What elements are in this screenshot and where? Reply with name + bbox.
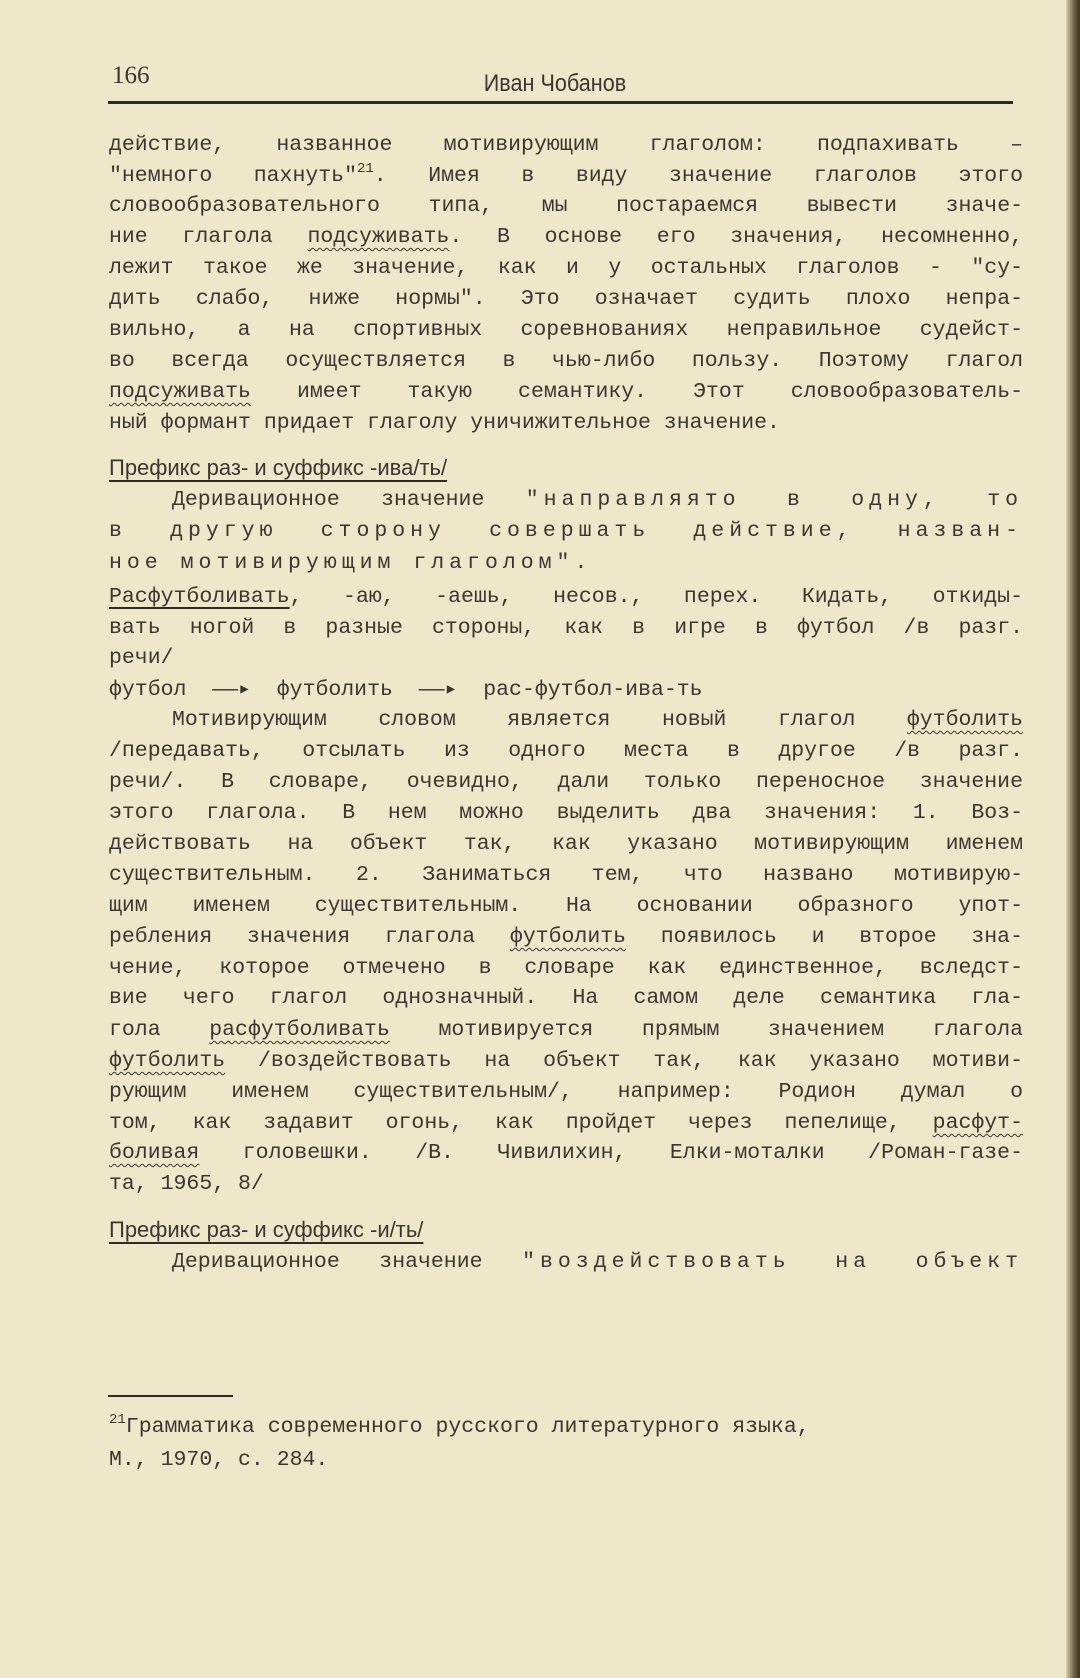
underlined-term: Расфутболивать [109,585,290,609]
text-line: Деривационное значение "воздействовать на объект [172,1250,1023,1274]
section-heading [109,1215,1023,1245]
underlined-term: подсуживать [109,380,251,404]
text-line: вие чего глагол однозначный. На самом деле семантика гла- [109,986,1023,1010]
header-rule [108,101,1013,104]
text-line: речи/. В словаре, очевидно, дали только переносное значение [109,770,1023,794]
underlined-term: Префикс раз- и суффикс -и/ть/ [109,1217,424,1242]
text-line: щим именем существительным. На основании образного упот- [109,894,1023,918]
text-line: этого глагола. В нем можно выделить два значения: 1. Воз- [109,801,1023,825]
text-line: том, как задавит огонь, как пройдет через пепелище, расфут- [109,1111,1023,1135]
text-line: /передавать, отсылать из одного места в другое /в разг. [109,739,1023,763]
footnote-marker: 21 [109,1412,126,1428]
section-heading [109,453,1023,483]
text-line: рующим именем существительным/, например: Родион думал о [109,1080,1023,1104]
underlined-term: Префикс раз- и суффикс -ива/ть/ [109,455,448,480]
text-line: действие, названное мотивирующим глаголом: подпахивать – [109,133,1023,157]
underlined-term: боливая [109,1141,200,1165]
text-line: ребления значения глагола футболить появилось и второе зна- [109,925,1023,949]
footnote-line: $^{21}$Грамматика современного русского литературного языка, [109,1412,810,1439]
text-line: футболить /воздействовать на объект так, как указано мотиви- [109,1049,1023,1073]
text-line: речи/ [109,646,174,670]
text-line: вильно, а на спортивных соревнованиях неправильное судейст- [109,318,1023,342]
text-line: подсуживать имеет такую семантику. Этот словообразователь- [109,380,1023,404]
spaced-text: "воздействовать на объект [522,1250,1023,1274]
text-line: Расфутболивать, -аю, -аешь, несов., перех. Кидать, откиды- [109,585,1023,609]
underlined-term: футболить [906,708,1023,732]
text-line: боливая головешки. /В. Чивилихин, Елки-моталки /Роман-газе- [109,1141,1023,1165]
underlined-term: футболить [109,1049,226,1073]
text-line: чение, которое отмечено в словаре как единственное, вследст- [109,956,1023,980]
text-line [109,548,1023,578]
underlined-term: подсуживать [307,225,450,249]
underlined-term: расфут- [932,1111,1023,1135]
page-number: 166 [112,62,150,89]
text-line: во всегда осуществляется в чью-либо пользу. Поэтому глагол [109,349,1023,373]
footnote-rule [108,1395,233,1397]
text-line: словообразовательного типа, мы постараемся вывести значе- [109,194,1023,218]
text-line: вать ногой в разные стороны, как в игре в футбол /в разг. [109,616,1023,640]
text-line: Деривационное значение "направляято в одну, то [172,488,1023,512]
underlined-term: футболить [509,925,627,949]
spaced-text: "направляято в одну, то [525,488,1023,512]
text-line: футбол ——▸ футболить ——▸ рас-футбол-ива-ть [109,678,703,702]
spaced-text: ное мотивирующим глаголом". [109,551,593,575]
footnote-line: М., 1970, с. 284. [109,1448,329,1472]
footnote-marker: 21 [356,161,374,177]
text-line: гола расфутболивать мотивируется прямым значением глагола [109,1018,1024,1042]
running-header-author: Иван Чобанов [483,70,627,97]
page-edge [1066,0,1080,1678]
text-line: "немного пахнуть"$^{21}$. Имея в виду значение глаголов этого [109,161,1023,188]
text-line: та, 1965, 8/ [109,1172,264,1196]
text-line: действовать на объект так, как указано мотивирующим именем [109,832,1023,856]
spaced-text: в другую сторону совершать действие, назван- [109,519,1023,543]
text-line: существительным. 2. Заниматься тем, что названо мотивирую- [109,863,1023,887]
text-line: лежит такое же значение, как и у остальных глаголов - "су- [109,256,1023,280]
text-line: дить слабо, ниже нормы". Это означает судить плохо непра- [109,287,1023,311]
text-line: Мотивирующим словом является новый глагол футболить [172,708,1023,732]
text-line: ние глагола подсуживать. В основе его значения, несомненно, [109,225,1023,249]
text-line [109,516,1023,546]
text-line: ный формант придает глаголу уничижительное значение. [109,411,780,435]
underlined-term: расфутболивать [209,1018,390,1042]
